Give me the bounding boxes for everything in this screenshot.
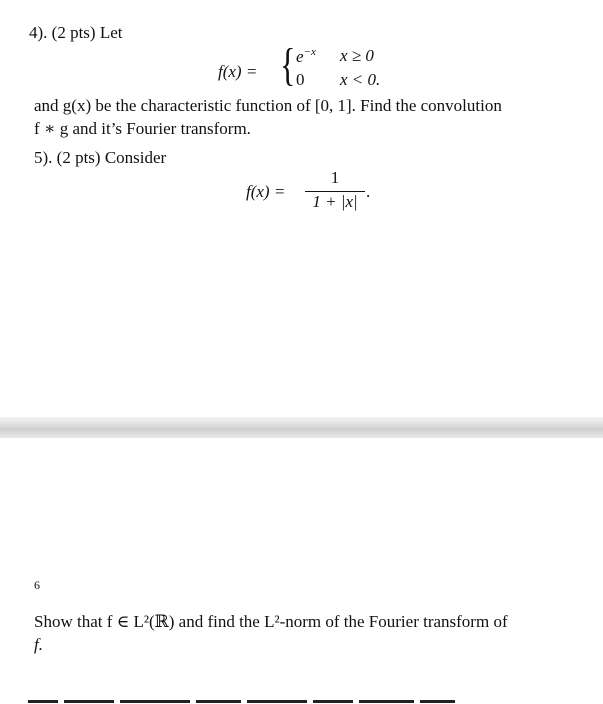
fraction-denominator: 1 + |x| — [312, 192, 358, 211]
case-1-expression: $e^{-x}$ — [296, 46, 316, 66]
piecewise-brace: { — [280, 39, 296, 90]
page-2-text-line-2: f. — [34, 635, 43, 654]
case-2-expression: 0 — [296, 70, 305, 89]
document-page-bottom — [0, 438, 603, 700]
page-number: 6 — [34, 578, 40, 592]
fraction-end-punct: . — [366, 182, 371, 201]
problem-4-text-line-2: f ∗ g and it’s Fourier transform. — [34, 119, 251, 138]
problem-4-heading: 4). (2 pts) Let — [29, 23, 123, 42]
page-separator — [0, 417, 603, 438]
case-2-condition: x < 0. — [340, 70, 381, 89]
case-1-condition: x ≥ 0 — [340, 46, 374, 65]
problem-4-text-line-1: and g(x) be the characteristic function of [0, 1]. Find the convolution — [34, 96, 502, 115]
fraction-numerator: 1 — [330, 168, 340, 187]
problem-5-f-label: f(x) = — [246, 182, 286, 201]
page-2-text-line-1: Show that f ∈ L²(ℝ) and find the L²-norm of the Fourier transform of — [34, 612, 508, 631]
problem-4-f-label: f(x) = — [218, 62, 258, 81]
problem-5-heading: 5). (2 pts) Consider — [34, 148, 167, 167]
cut-off-text-line — [28, 690, 588, 704]
